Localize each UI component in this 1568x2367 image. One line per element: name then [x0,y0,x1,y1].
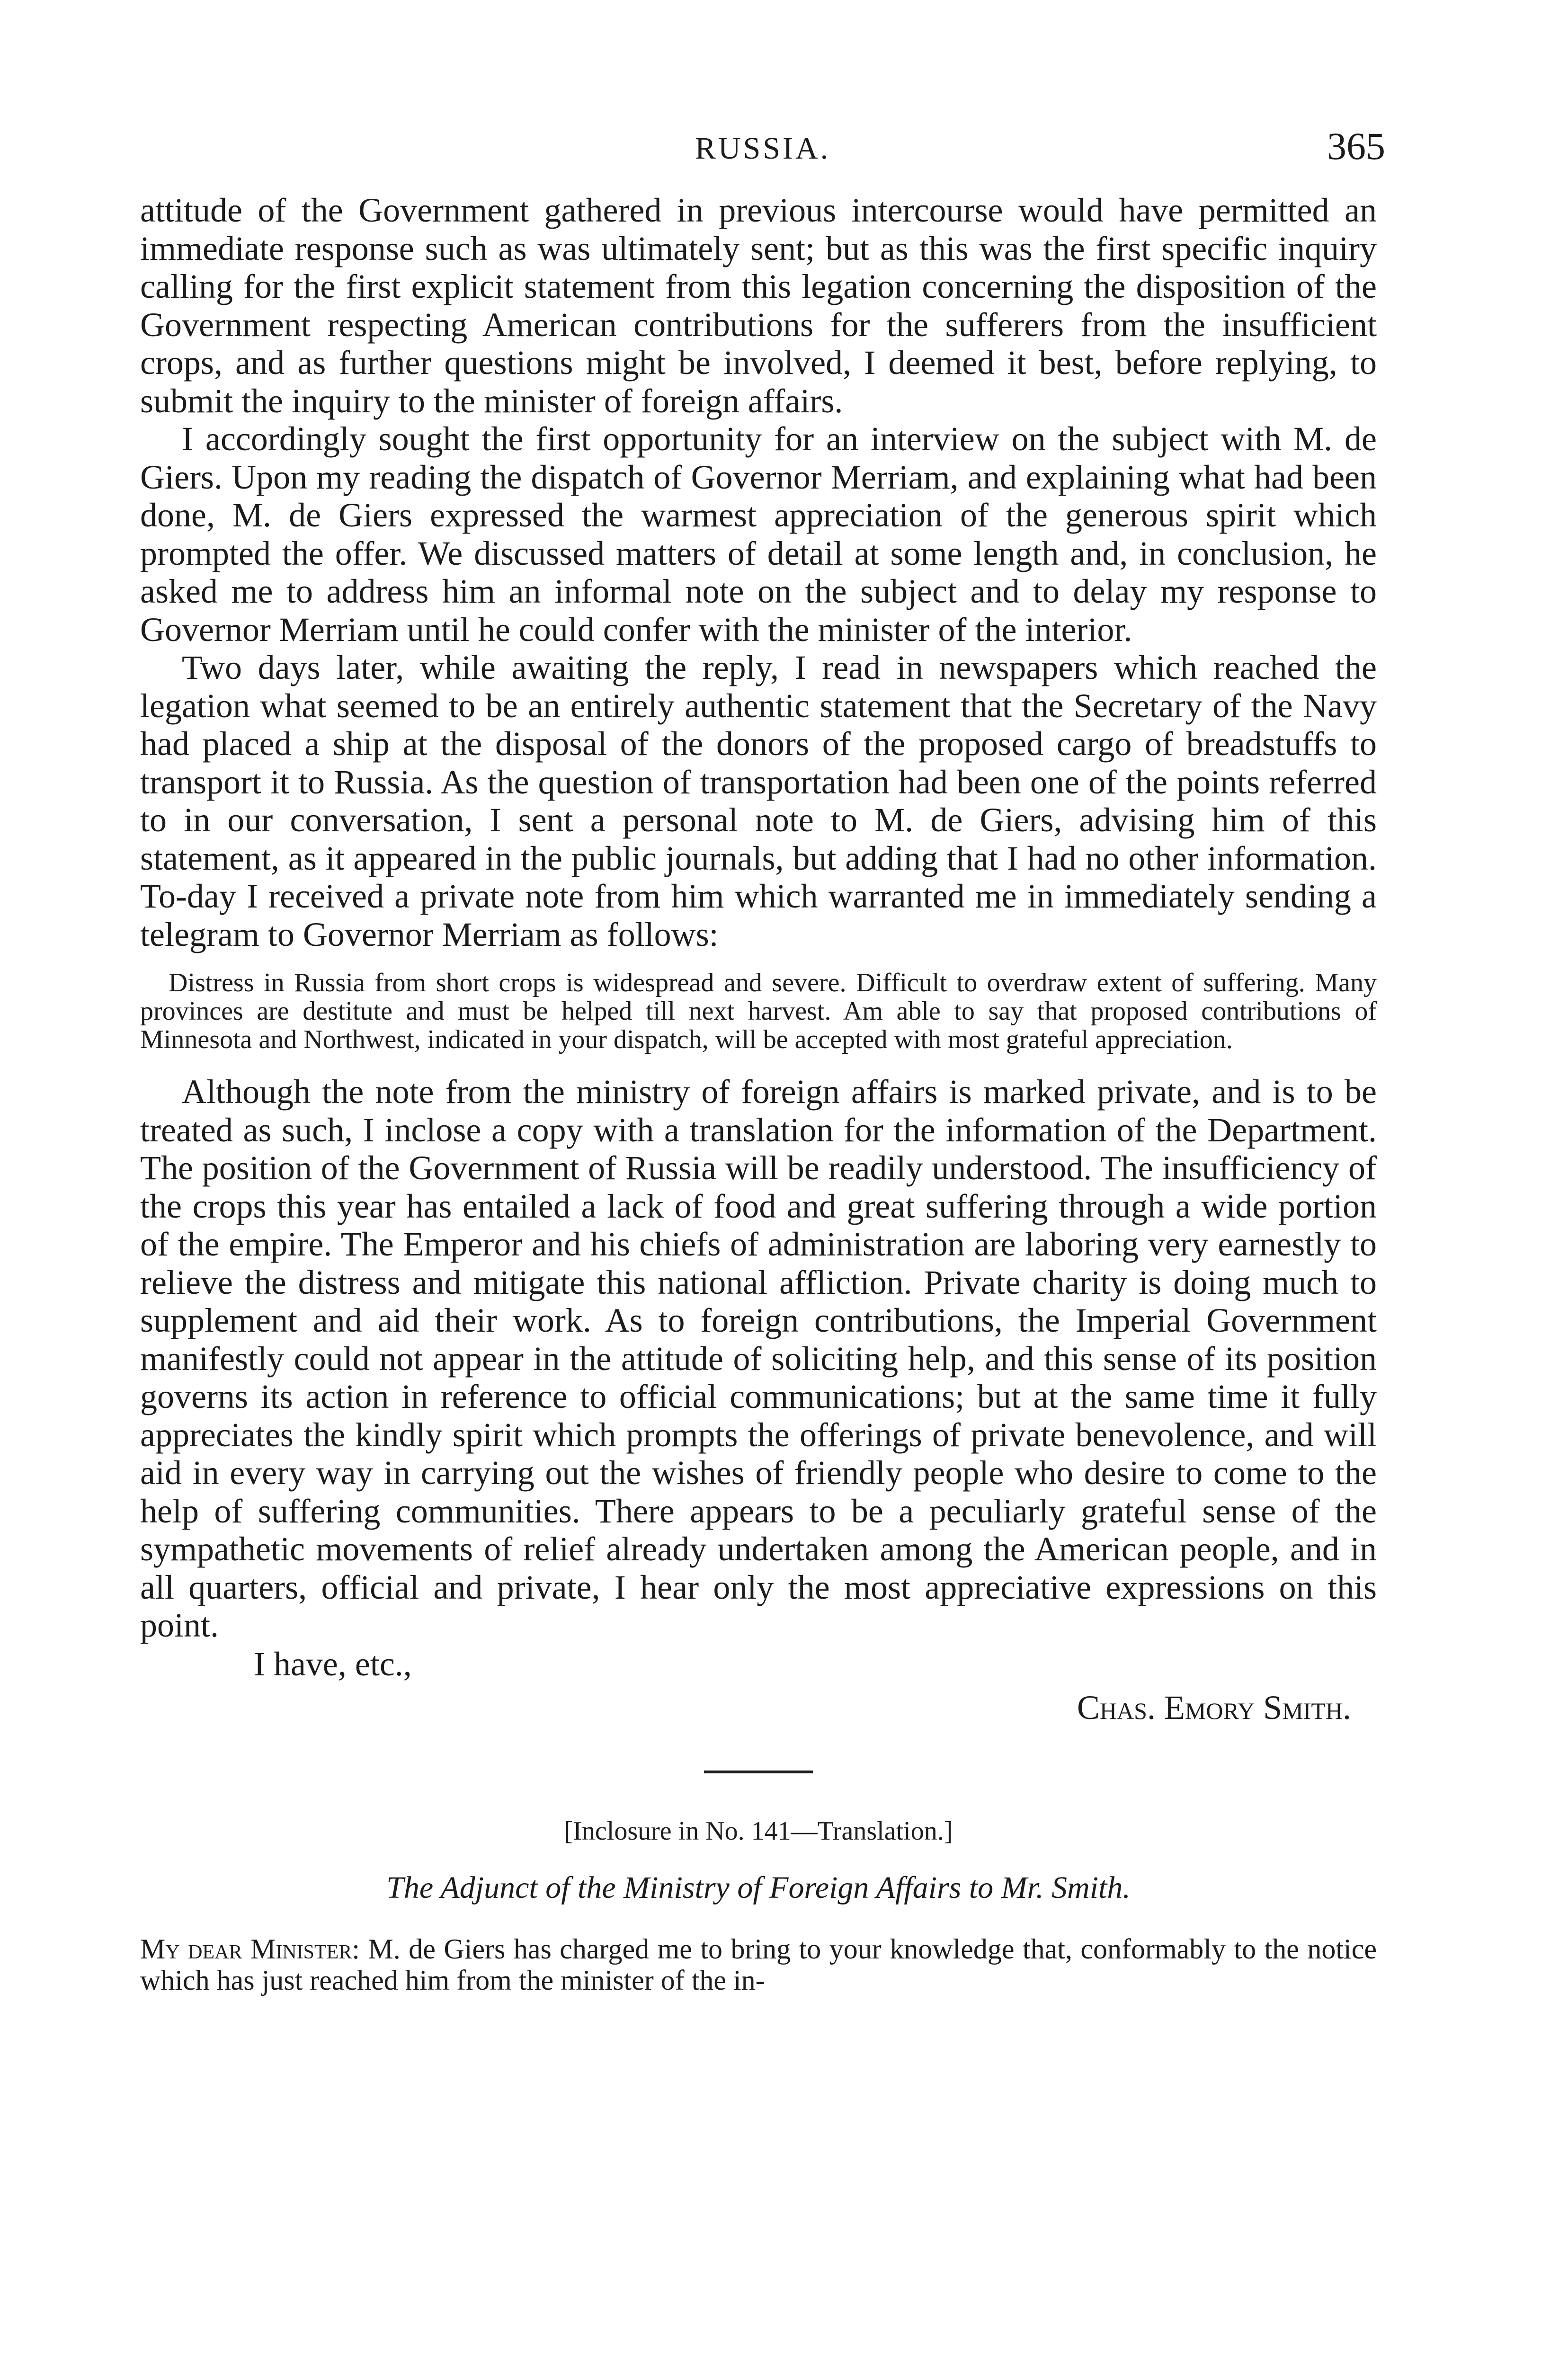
closing-line: I have, etc., [254,1645,412,1683]
section-divider [704,1771,813,1773]
paragraph-two-days-later: Two days later, while awaiting the reply, I read in newspapers which reached the legation what seemed to be an entirely authentic statement that the Secretary of the Navy had placed a ship at the disposal of the donors of the proposed cargo of breadstuffs to transport it to Russia. As the question of transportation had been one of the points referred to in our conversation, I sent a personal note to M. de Giers, advising him of this statement, as it appeared in the public journals, but adding that I had no other information. To-day I received a private note from him which warranted me in immediately sending a telegram to Governor Merriam as follows: [140,649,1377,953]
body-text [140,191,1377,1996]
signature: Chas. Emory Smith. [1077,1688,1351,1726]
enclosure-letter [140,1933,1377,1996]
page-number: 365 [1327,125,1385,168]
letter-text: M. de Giers has charged me to bring to your knowledge that, conformably to the notice which has just reached him from the minister of the in- [140,1933,1377,1996]
running-head [140,124,1385,167]
letter-salutation: My dear Minister: [140,1933,360,1965]
paragraph-interview: I accordingly sought the first opportunity for an interview on the subject with M. de Giers. Upon my reading the dispatch of Governor Merriam, and explaining what had been done, M. de Giers expressed the warmest appreciation of the generous spirit which prompted the offer. We discussed matters of detail at some length and, in conclusion, he asked me to address him an informal note on the subject and to delay my response to Governor Merriam until he could confer with the minister of the interior. [140,420,1377,649]
paragraph-continued: attitude of the Government gathered in previous intercourse would have permitted an immediate response such as was ultimately sent; but as this was the first specific inquiry calling for the first explicit statement from this legation concerning the disposition of the Government respecting American contributions for the sufferers from the insufficient crops, and as further questions might be involved, I deemed it best, before replying, to submit the inquiry to the minister of foreign affairs. [140,191,1377,420]
enclosure-heading: The Adjunct of the Ministry of Foreign Affairs to Mr. Smith. [386,1870,1131,1905]
running-title: RUSSIA. [695,131,831,166]
telegram-quote: Distress in Russia from short crops is widespread and severe. Difficult to overdraw extent of suffering. Many provinces are destitute and must be helped till next harvest. Am able to say that proposed contributions of Minnesota and Northwest, indicated in your dispatch, will be accepted with most grateful appreciation. [140,968,1377,1054]
enclosure-note: [Inclosure in No. 141—Translation.] [564,1816,953,1846]
paragraph-note-private: Although the note from the ministry of foreign affairs is marked private, and is to be treated as such, I inclose a copy with a translation for the information of the Department. The position of the Government of Russia will be readily understood. The insufficiency of the crops this year has entailed a lack of food and great suffering through a wide portion of the empire. The Emperor and his chiefs of administration are laboring very earnestly to relieve the distress and mitigate this national affliction. Private charity is doing much to supplement and aid their work. As to foreign contributions, the Imperial Government manifestly could not appear in the attitude of soliciting help, and this sense of its position governs its action in reference to official communications; but at the same time it fully appreciates the kindly spirit which prompts the offerings of private benevolence, and will aid in every way in carrying out the wishes of friendly people who desire to come to the help of suffering communities. There appears to be a peculiarly grateful sense of the sympathetic movements of relief already undertaken among the American people, and in all quarters, official and private, I hear only the most appreciative expressions on this point. [140,1073,1377,1644]
